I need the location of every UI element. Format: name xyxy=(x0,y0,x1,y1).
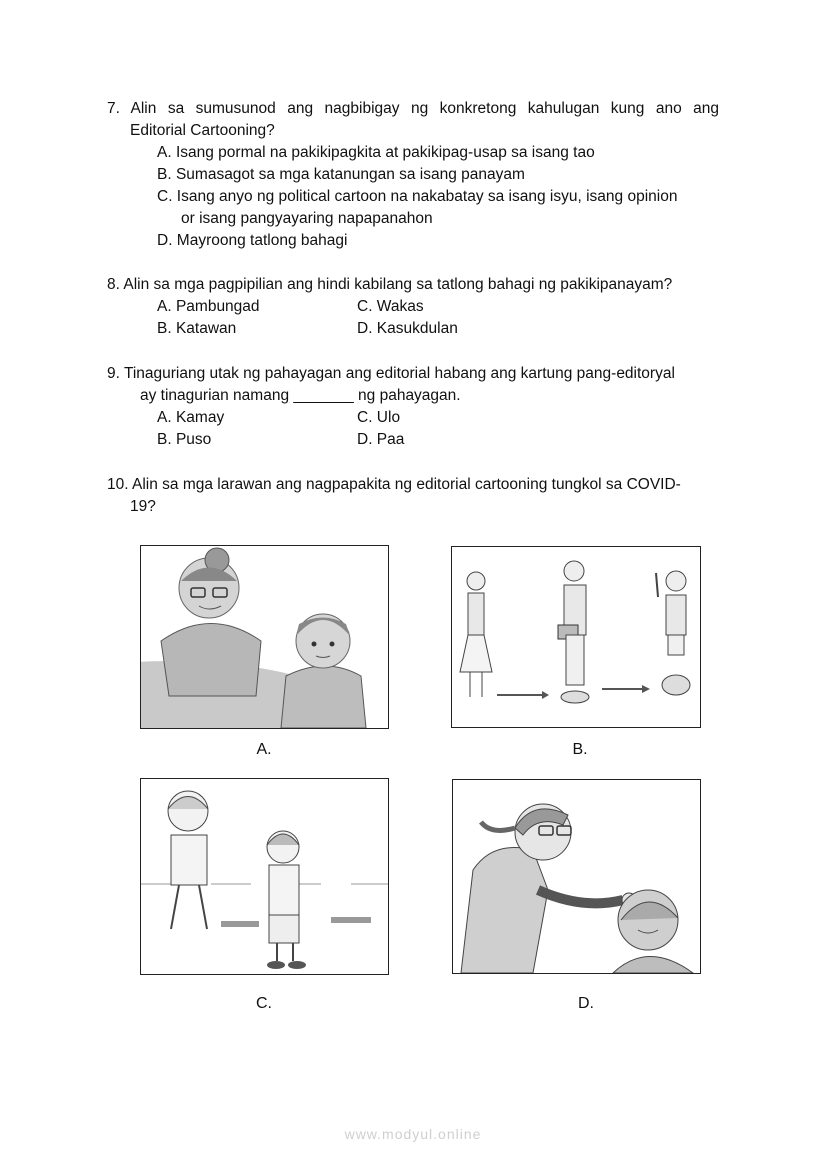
q9-option-b[interactable]: B. Puso xyxy=(157,431,212,448)
q7-option-a[interactable]: A. Isang pormal na pakikipagkita at pakikipag-usap sa isang tao xyxy=(157,144,595,161)
q7-option-c-cont: or isang pangyayaring napapanahon xyxy=(181,210,433,227)
q9-option-d[interactable]: D. Paa xyxy=(357,431,405,448)
q8-option-a[interactable]: A. Pambungad xyxy=(157,298,260,315)
woman-checking-child-illustration xyxy=(453,780,700,973)
image-c-label: C. xyxy=(256,995,272,1012)
q7-option-d[interactable]: D. Mayroong tatlong bahagi xyxy=(157,232,348,249)
question-10 xyxy=(107,474,719,518)
woman-and-child-illustration xyxy=(141,546,388,728)
image-b-label: B. xyxy=(572,741,588,758)
question-10-stem-line1: 10. Alin sa mga larawan ang nagpapakita ng editorial cartooning tungkol sa COVID- xyxy=(107,476,681,493)
question-7 xyxy=(107,98,719,142)
image-a-label: A. xyxy=(256,741,272,758)
image-c[interactable] xyxy=(140,778,389,975)
q9-option-a[interactable]: A. Kamay xyxy=(157,409,225,426)
social-distancing-illustration xyxy=(452,547,700,727)
question-10-stem-line2: 19? xyxy=(130,498,156,515)
image-d-label: D. xyxy=(578,995,594,1012)
question-9 xyxy=(107,363,719,407)
man-and-boy-illustration xyxy=(141,779,388,974)
q9-option-c[interactable]: C. Ulo xyxy=(357,409,401,426)
watermark: www.modyul.online xyxy=(344,1126,482,1142)
q7-option-b[interactable]: B. Sumasagot sa mga katanungan sa isang panayam xyxy=(157,166,525,183)
image-b[interactable] xyxy=(451,546,701,728)
image-d[interactable] xyxy=(452,779,701,974)
q8-option-b[interactable]: B. Katawan xyxy=(157,320,237,337)
question-8 xyxy=(107,274,719,296)
q7-option-c[interactable]: C. Isang anyo ng political cartoon na nakabatay sa isang isyu, isang opinion xyxy=(157,188,678,205)
image-a[interactable] xyxy=(140,545,389,729)
question-9-stem-line1: 9. Tinaguriang utak ng pahayagan ang editorial habang ang kartung pang-editoryal xyxy=(107,365,675,382)
question-8-stem: 8. Alin sa mga pagpipilian ang hindi kabilang sa tatlong bahagi ng pakikipanayam? xyxy=(107,276,673,293)
q8-option-d[interactable]: D. Kasukdulan xyxy=(357,320,458,337)
question-7-stem-line2: Editorial Cartooning? xyxy=(130,122,275,139)
q8-option-c[interactable]: C. Wakas xyxy=(357,298,424,315)
question-7-stem-line1: 7. Alin sa sumusunod ang nagbibigay ng konkretong kahulugan kung ano ang xyxy=(107,100,719,117)
question-9-stem-line2: ay tinagurian namang _______ ng pahayagan. xyxy=(140,387,461,404)
